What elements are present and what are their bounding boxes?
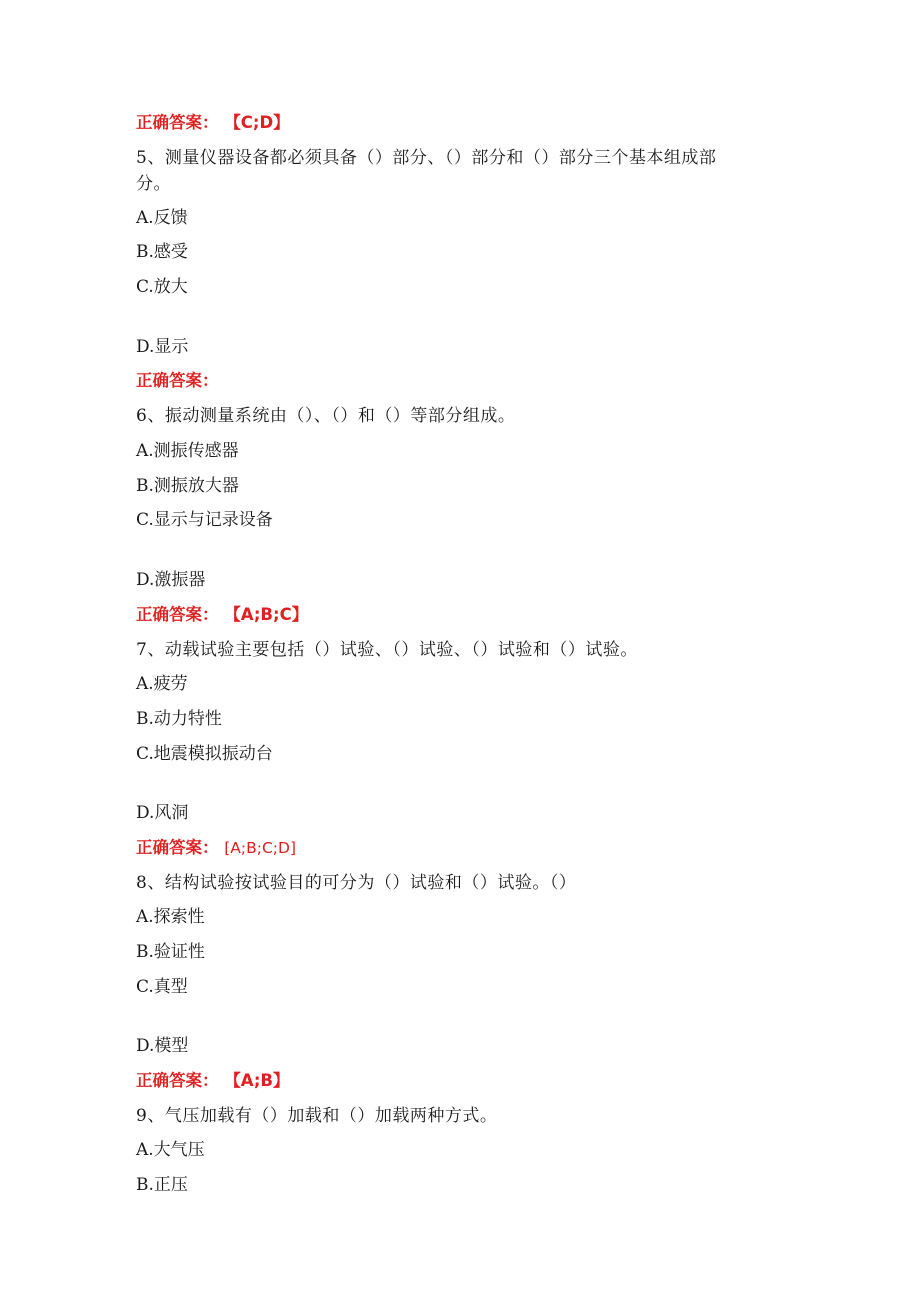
answer-label: 正确答案： xyxy=(136,113,219,132)
question-5-option-a: A.反馈 xyxy=(136,208,188,228)
answer-line xyxy=(136,111,290,135)
answer-line xyxy=(136,1069,290,1093)
answer-line xyxy=(136,369,219,393)
answer-line xyxy=(136,603,308,627)
question-9-option-a: A.大气压 xyxy=(136,1140,205,1160)
question-7-option-b: B.动力特性 xyxy=(136,709,222,729)
answer-value: 【A;B;C】 xyxy=(224,605,309,624)
answer-label: 正确答案： xyxy=(136,838,219,857)
answer-value: 【A;B】 xyxy=(224,1071,290,1090)
question-9-option-b: B.正压 xyxy=(136,1175,188,1195)
question-8-text: 8、结构试验按试验目的可分为（）试验和（）试验。（） xyxy=(136,873,577,893)
question-7-option-c: C.地震模拟振动台 xyxy=(136,744,273,764)
answer-label: 正确答案： xyxy=(136,605,219,624)
question-8-option-d: D.模型 xyxy=(136,1036,189,1056)
question-6-text: 6、振动测量系统由（）、（）和（）等部分组成。 xyxy=(136,406,516,426)
question-6-option-a: A.测振传感器 xyxy=(136,441,239,461)
question-5-option-d: D.显示 xyxy=(136,337,189,357)
answer-label: 正确答案： xyxy=(136,1071,219,1090)
question-7-text: 7、动载试验主要包括（）试验、（）试验、（）试验和（）试验。 xyxy=(136,640,638,660)
question-6-option-c: C.显示与记录设备 xyxy=(136,510,273,530)
question-7-option-d: D.风洞 xyxy=(136,803,189,823)
answer-line xyxy=(136,836,296,860)
question-6-option-d: D.激振器 xyxy=(136,570,206,590)
answer-label: 正确答案： xyxy=(136,371,219,390)
question-5-option-b: B.感受 xyxy=(136,242,188,262)
answer-value: 【C;D】 xyxy=(224,113,290,132)
question-6-option-b: B.测振放大器 xyxy=(136,476,239,496)
question-5-line-1: 5、测量仪器设备都必须具备（）部分、（）部分和（）部分三个基本组成部 xyxy=(136,148,717,168)
answer-value: [A;B;C;D] xyxy=(224,839,297,857)
question-5-line-2: 分。 xyxy=(136,174,171,194)
question-8-option-b: B.验证性 xyxy=(136,942,205,962)
question-9-text: 9、气压加载有（）加载和（）加载两种方式。 xyxy=(136,1106,498,1126)
question-5-option-c: C.放大 xyxy=(136,277,188,297)
question-8-option-c: C.真型 xyxy=(136,977,188,997)
question-7-option-a: A.疲劳 xyxy=(136,674,188,694)
question-8-option-a: A.探索性 xyxy=(136,907,205,927)
